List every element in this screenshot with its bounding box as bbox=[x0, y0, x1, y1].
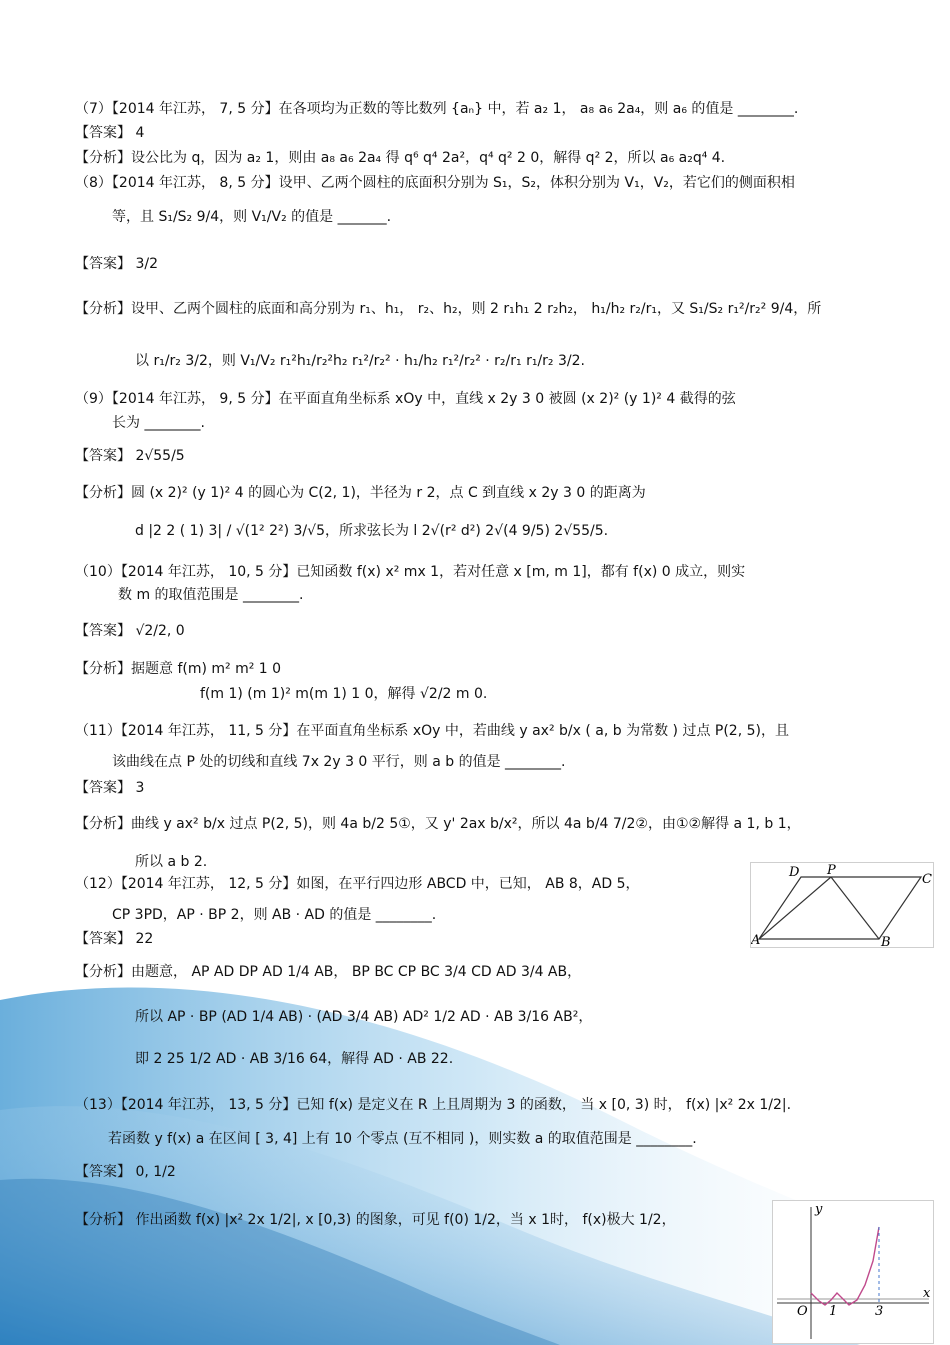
q9-analysis-line1: 【分析】圆 (x 2)² (y 1)² 4 的圆心为 C(2, 1)，半径为 r 2，点 C 到直线 x 2y 3 0 的距离为 bbox=[75, 485, 646, 501]
q9-analysis-line2: d |2 2 ( 1) 3| / √(1² 2²) 3/√5，所求弦长为 l 2√(r² d²) 2√(4 9/5) 2√55/5. bbox=[135, 523, 609, 539]
q9-answer: 【答案】 2√55/5 bbox=[75, 448, 185, 464]
q11-analysis-line2: 所以 a b 2. bbox=[135, 854, 208, 870]
function-graph-figure bbox=[772, 1200, 934, 1344]
q12-analysis-line3: 即 2 25 1/2 AD · AB 3/16 64，解得 AD · AB 22. bbox=[135, 1051, 454, 1067]
q12-analysis-line2: 所以 AP · BP (AD 1/4 AB) · (AD 3/4 AB) AD² 1/2 AD · AB 3/16 AB²， bbox=[135, 1009, 593, 1025]
q7-stem: （7）【2014 年江苏， 7, 5 分】在各项均为正数的等比数列 {aₙ} 中，若 a₂ 1， a₈ a₆ 2a₄，则 a₆ 的值是 ________. bbox=[75, 101, 799, 117]
q12-stem-line2: CP 3PD，AP · BP 2，则 AB · AD 的值是 ________. bbox=[112, 907, 437, 923]
label-x-axis: x bbox=[923, 1286, 931, 1301]
q11-stem-line1: （11）【2014 年江苏， 11, 5 分】在平面直角坐标系 xOy 中，若曲线 y ax² b/x ( a, b 为常数 ) 过点 P(2, 5)，且 bbox=[75, 723, 789, 739]
label-p: P bbox=[827, 863, 836, 878]
label-three: 3 bbox=[875, 1304, 884, 1319]
parallelogram-figure bbox=[750, 862, 934, 948]
q8-answer: 【答案】 3/2 bbox=[75, 256, 158, 272]
q11-stem-line2: 该曲线在点 P 处的切线和直线 7x 2y 3 0 平行，则 a b 的值是 ________. bbox=[112, 754, 566, 770]
q12-answer: 【答案】 22 bbox=[75, 931, 154, 947]
q12-analysis-line1: 【分析】由题意， AP AD DP AD 1/4 AB， BP BC CP BC 3/4 CD AD 3/4 AB， bbox=[75, 964, 582, 980]
q7-answer: 【答案】 4 bbox=[75, 125, 145, 141]
label-a: A bbox=[751, 933, 761, 948]
parallelogram-abcd bbox=[759, 877, 921, 939]
q10-stem-line2: 数 m 的取值范围是 ________. bbox=[118, 587, 304, 603]
q8-analysis-line1: 【分析】设甲、乙两个圆柱的底面和高分别为 r₁、h₁， r₂、h₂，则 2 r₁h₁ 2 r₂h₂， h₁/h₂ r₂/r₁，又 S₁/S₂ r₁²/r₂² 9/4，所 bbox=[75, 301, 822, 317]
q13-answer: 【答案】 0, 1/2 bbox=[75, 1164, 176, 1180]
q13-stem-line1: （13）【2014 年江苏， 13, 5 分】已知 f(x) 是定义在 R 上且周期为 3 的函数， 当 x [0, 3) 时， f(x) |x² 2x 1/2|. bbox=[75, 1097, 792, 1113]
q13-stem-line2: 若函数 y f(x) a 在区间 [ 3, 4] 上有 10 个零点 (互不相同 )，则实数 a 的取值范围是 ________. bbox=[108, 1131, 697, 1147]
q10-answer: 【答案】 √2/2, 0 bbox=[75, 623, 185, 639]
q11-answer: 【答案】 3 bbox=[75, 780, 145, 796]
q9-stem-line1: （9）【2014 年江苏， 9, 5 分】在平面直角坐标系 xOy 中，直线 x 2y 3 0 被圆 (x 2)² (y 1)² 4 截得的弦 bbox=[75, 391, 736, 407]
q9-stem-line2: 长为 ________. bbox=[112, 415, 205, 431]
graph-curve bbox=[811, 1227, 879, 1305]
q7-analysis: 【分析】设公比为 q，因为 a₂ 1，则由 a₈ a₆ 2a₄ 得 q⁶ q⁴ 2a²，q⁴ q² 2 0，解得 q² 2，所以 a₆ a₂q⁴ 4. bbox=[75, 150, 726, 166]
q10-analysis-line2: f(m 1) (m 1)² m(m 1) 1 0，解得 √2/2 m 0. bbox=[200, 686, 488, 702]
q13-analysis-line1: 【分析】 作出函数 f(x) |x² 2x 1/2|, x [0,3) 的图象，可见 f(0) 1/2，当 x 1时， f(x)极大 1/2， bbox=[75, 1212, 676, 1228]
q10-analysis-line1: 【分析】据题意 f(m) m² m² 1 0 bbox=[75, 661, 282, 677]
q8-stem-line2: 等，且 S₁/S₂ 9/4，则 V₁/V₂ 的值是 _______. bbox=[112, 209, 392, 225]
q12-stem-line1: （12）【2014 年江苏， 12, 5 分】如图，在平行四边形 ABCD 中，已知， AB 8，AD 5， bbox=[75, 876, 640, 892]
label-y-axis: y bbox=[815, 1202, 823, 1217]
q8-stem-line1: （8）【2014 年江苏， 8, 5 分】设甲、乙两个圆柱的底面积分别为 S₁，S₂，体积分别为 V₁，V₂，若它们的侧面积相 bbox=[75, 175, 795, 191]
q8-analysis-line2: 以 r₁/r₂ 3/2，则 V₁/V₂ r₁²h₁/r₂²h₂ r₁²/r₂² · h₁/h₂ r₁²/r₂² · r₂/r₁ r₁/r₂ 3/2. bbox=[135, 353, 585, 369]
label-c: C bbox=[922, 872, 932, 887]
q10-stem-line1: （10）【2014 年江苏， 10, 5 分】已知函数 f(x) x² mx 1，若对任意 x [m, m 1]，都有 f(x) 0 成立，则实 bbox=[75, 564, 746, 580]
label-b: B bbox=[881, 935, 891, 948]
label-origin: O bbox=[797, 1304, 808, 1319]
label-one: 1 bbox=[829, 1304, 838, 1319]
label-d: D bbox=[789, 865, 800, 880]
q11-analysis-line1: 【分析】曲线 y ax² b/x 过点 P(2, 5)，则 4a b/2 5①，又 y' 2ax b/x²，所以 4a b/4 7/2②，由①②解得 a 1, b 1， bbox=[75, 816, 801, 832]
segment-bp bbox=[831, 877, 879, 939]
